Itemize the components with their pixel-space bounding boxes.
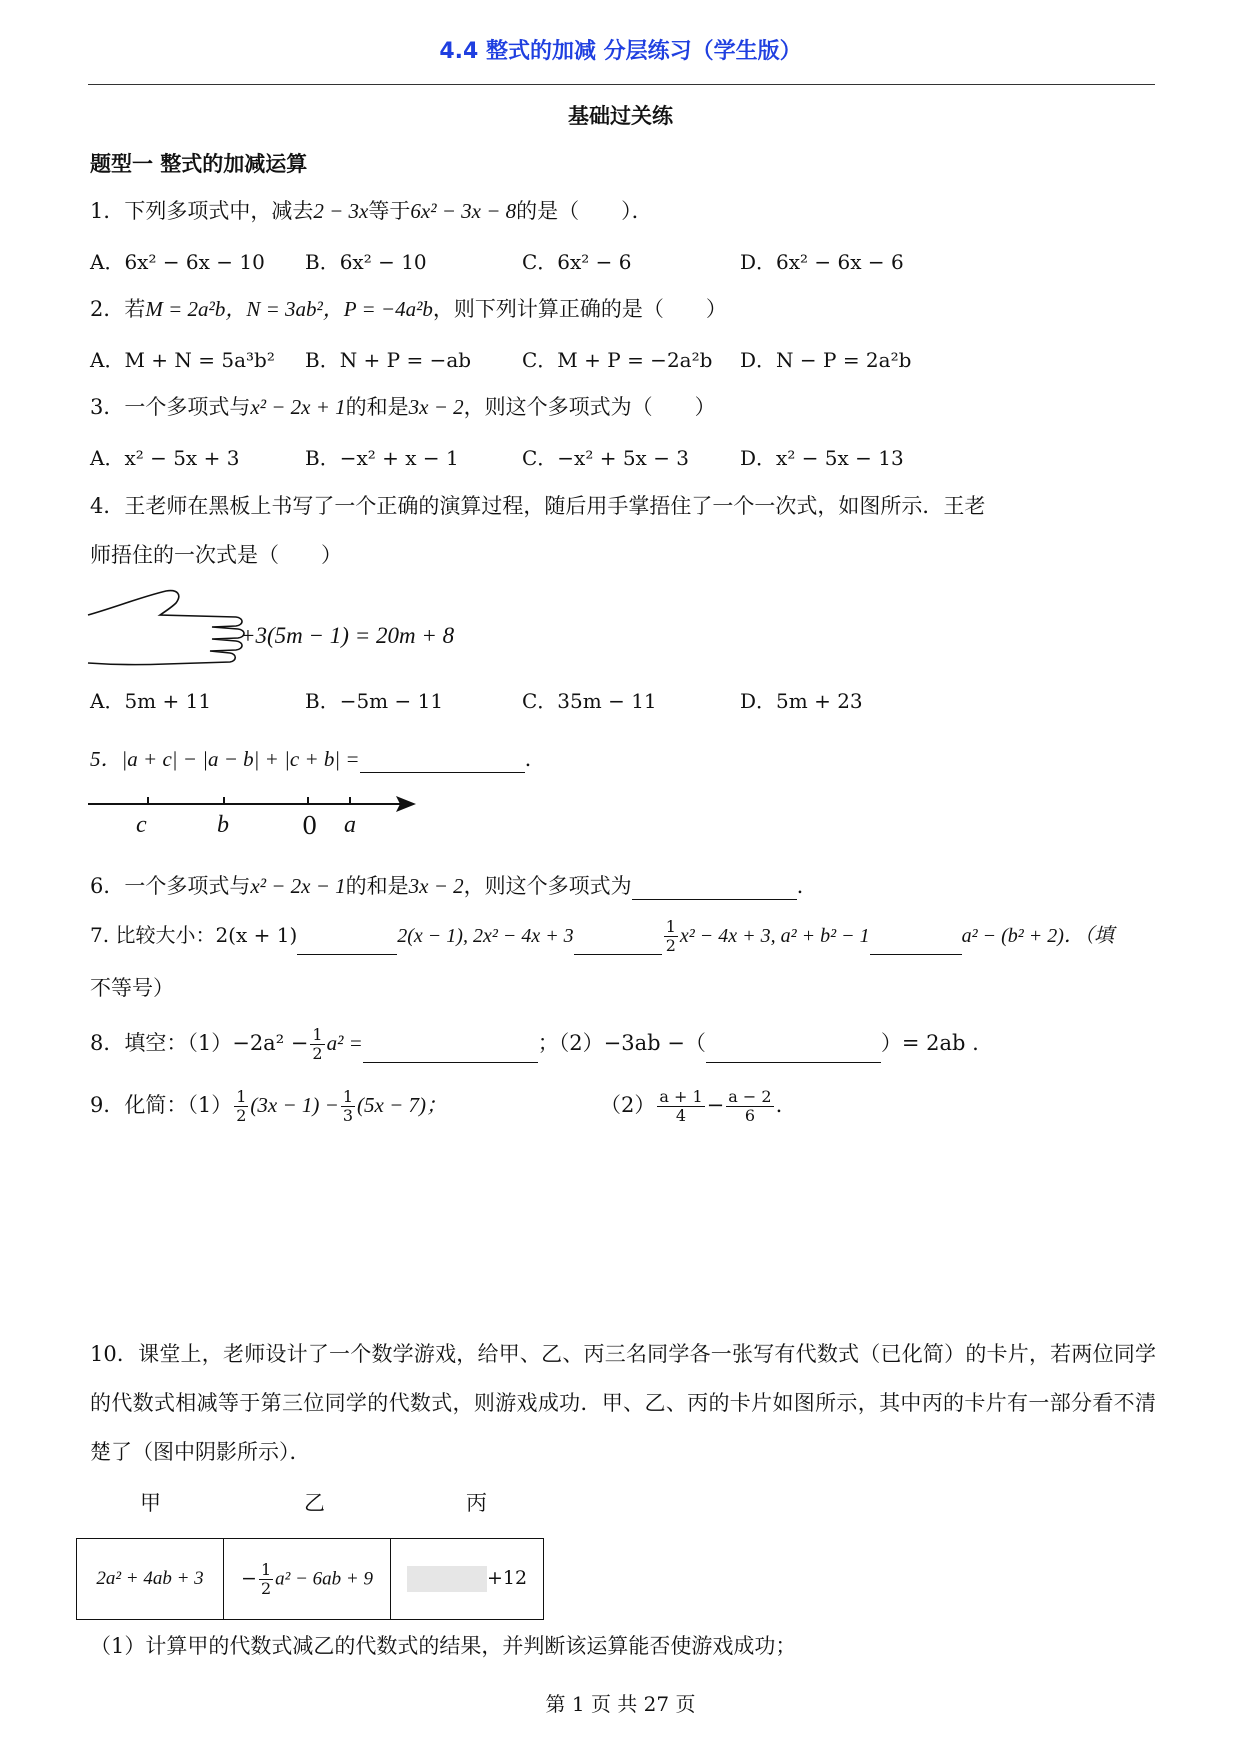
q2-stem: 2．若M = 2a²b，N = 3ab²，P = −4a²b，则下列计算正确的是（ ） [90,297,727,321]
q1-option-d: D．6x² − 6x − 6 [740,250,904,274]
q9-stem-part2: （2） $\frac{a + 1}{4}$ − $\frac{a - 2}{6}$ . [600,1087,783,1125]
q5-answer-blank[interactable] [360,752,525,773]
card-name-jia: 甲 [140,1491,161,1515]
q2-option-b: B．N + P = −ab [305,348,472,372]
q4-option-a: A．5m + 11 [90,689,212,713]
q1-option-b: B．6x² − 10 [305,250,427,274]
numberline-label-c: c [136,812,147,838]
q3-option-b: B．−x² + x − 1 [305,446,459,470]
q7-blank-1[interactable] [297,934,397,955]
header-rule [88,84,1155,85]
q7-blank-2[interactable] [574,934,662,955]
q1-stem: 1．下列多项式中，减去2 − 3x等于6x² − 3x − 8的是（ ）． [90,199,653,223]
cards-table [76,1538,544,1620]
q7-stem-line2: 不等号） [90,976,174,1000]
q1-option-a: A．6x² − 6x − 10 [90,250,265,274]
q4-option-d: D．5m + 23 [740,689,863,713]
q4-stem-line2: 师捂住的一次式是（ ） [90,543,342,567]
q2-option-d: D．N − P = 2a²b [740,348,912,372]
q8-blank-1[interactable] [363,1042,538,1063]
q6-stem: 6．一个多项式与x² − 2x − 1的和是3x − 2，则这个多项式为 . [90,874,804,898]
q7-blank-3[interactable] [870,934,962,955]
q3-option-d: D．x² − 5x − 13 [740,446,904,470]
q4-option-b: B．−5m − 11 [305,689,444,713]
card-yi: − $\frac{1}{2}$ a² − 6ab + 9 [224,1539,391,1620]
q1-option-c: C．6x² − 6 [522,250,632,274]
section-heading: 基础过关练 [568,104,673,128]
q6-answer-blank[interactable] [632,879,797,900]
obscured-area [407,1566,487,1592]
q8-blank-2[interactable] [706,1042,881,1063]
q8-stem: 8．填空：（1）−2a² − $\frac{1}{2}$ a² = ；（2）−3ab −（ ）= 2ab . [90,1025,979,1063]
q10-stem: 10．课堂上，老师设计了一个数学游戏，给甲、乙、丙三名同学各一张写有代数式（已化简）的卡片，若两位同学的代数式相减等于第三位同学的代数式，则游戏成功．甲、乙、丙的卡片如图所示，其中丙的卡片有一部分看不清楚了（图中阴影所示）． [90,1342,1156,1464]
numberline-label-a: a [344,812,356,838]
page-footer: 第 1 页 共 27 页 [545,1692,696,1716]
q2-option-a: A．M + N = 5a³b² [90,348,275,372]
q3-stem: 3．一个多项式与x² − 2x + 1的和是3x − 2，则这个多项式为（ ） [90,395,716,419]
card-jia: 2a² + 4ab + 3 [77,1539,224,1620]
hand-icon [86,585,246,675]
q2-option-c: C．M + P = −2a²b [522,348,713,372]
q9-stem-part1: 9．化简：（1） $\frac{1}{2}$ (3x − 1) − $\frac{1}{3}$ (5x − 7)； [90,1087,447,1125]
numberline-label-0: 0 [302,812,318,840]
question-type-heading: 题型一 整式的加减运算 [90,152,308,176]
q4-stem-line1: 4．王老师在黑板上书写了一个正确的演算过程，随后用手掌捂住了一个一次式，如图所示．王老 [90,494,986,518]
q7-stem: 7. 比较大小：2(x + 1) 2(x − 1), 2x² − 4x + 3 $\frac{1}{2}$ x² − 4x + 3, a² + b² − 1 a² − (b² + 2)．（填 [90,917,1114,955]
card-name-bing: 丙 [466,1491,487,1515]
q4-option-c: C．35m − 11 [522,689,657,713]
q3-option-c: C．−x² + 5x − 3 [522,446,690,470]
numberline-label-b: b [217,812,229,838]
q10-sub1: （1）计算甲的代数式减乙的代数式的结果，并判断该运算能否使游戏成功； [90,1634,797,1658]
card-bing: +12 [391,1539,544,1620]
q3-option-a: A．x² − 5x + 3 [90,446,240,470]
page-title: 4.4 整式的加减 分层练习（学生版） [439,39,802,64]
q5-stem: 5．|a + c| − |a − b| + |c + b| = . [90,747,532,771]
card-name-yi: 乙 [304,1491,325,1515]
q4-equation: +3(5m − 1) = 20m + 8 [240,623,455,648]
